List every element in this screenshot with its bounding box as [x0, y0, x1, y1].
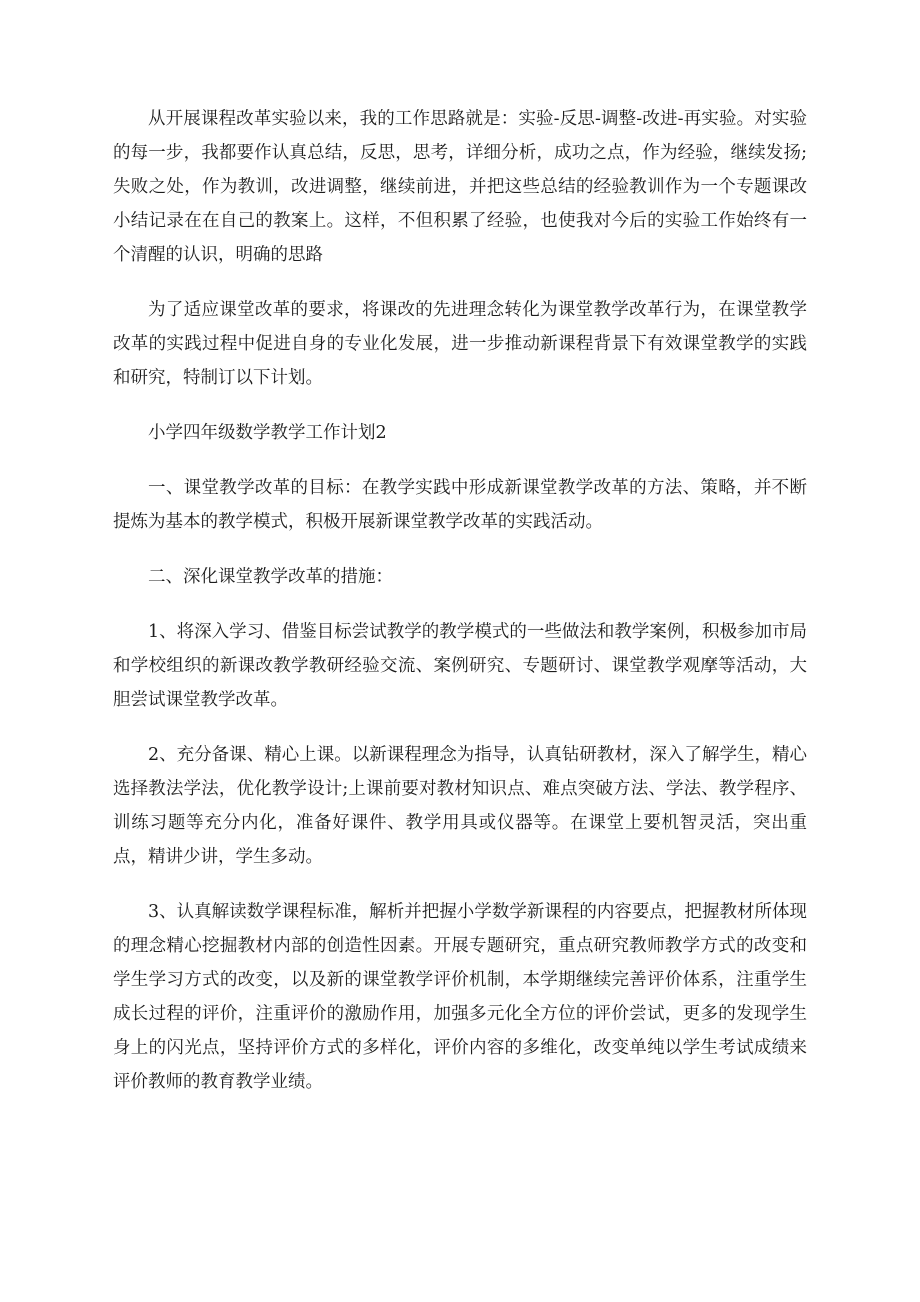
paragraph-measure-1: 1、将深入学习、借鉴目标尝试教学的教学模式的一些做法和教学案例，积极参加市局和学校组织的新课改教学教研经验交流、案例研究、专题研讨、课堂教学观摩等活动，大胆尝试课堂教学改革。	[113, 622, 807, 710]
paragraph-goal: 一、课堂教学改革的目标：在教学实践中形成新课堂教学改革的方法、策略，并不断提炼为基本的教学模式，积极开展新课堂教学改革的实践活动。	[113, 478, 807, 532]
paragraph-purpose: 为了适应课堂改革的要求，将课改的先进理念转化为课堂教学改革行为，在课堂教学改革的实践过程中促进自身的专业化发展，进一步推动新课程背景下有效课堂教学的实践和研究，特制订以下计划。	[113, 300, 807, 388]
paragraph-intro: 从开展课程改革实验以来，我的工作思路就是：实验-反思-调整-改进-再实验。对实验的每一步，我都要作认真总结，反思，思考，详细分析，成功之点，作为经验，继续发扬;失败之处，作为教训，改进调整，继续前进，并把这些总结的经验教训作为一个专题课改小结记录在在自己的教案上。这样，不但积累了经验，也使我对今后的实验工作始终有一个清醒的认识，明确的思路	[113, 109, 807, 265]
section-title: 小学四年级数学教学工作计划2	[148, 423, 387, 443]
paragraph-measure-3: 3、认真解读数学课程标准，解析并把握小学数学新课程的内容要点，把握教材所体现的理念精心挖掘教材内部的创造性因素。开展专题研究，重点研究教师教学方式的改变和学生学习方式的改变，以及新的课堂教学评价机制，本学期继续完善评价体系，注重学生成长过程的评价，注重评价的激励作用，加强多元化全方位的评价尝试，更多的发现学生身上的闪光点，坚持评价方式的多样化，评价内容的多维化，改变单纯以学生考试成绩来评价教师的教育教学业绩。	[113, 902, 807, 1092]
paragraph-measure-2: 2、充分备课、精心上课。以新课程理念为指导，认真钻研教材，深入了解学生，精心选择教法学法，优化教学设计;上课前要对教材知识点、难点突破方法、学法、教学程序、训练习题等充分内化，准备好课件、教学用具或仪器等。在课堂上要机智灵活，突出重点，精讲少讲，学生多动。	[113, 745, 807, 867]
paragraph-measures-heading: 二、深化课堂教学改革的措施：	[148, 567, 393, 587]
document-body	[113, 102, 807, 1120]
